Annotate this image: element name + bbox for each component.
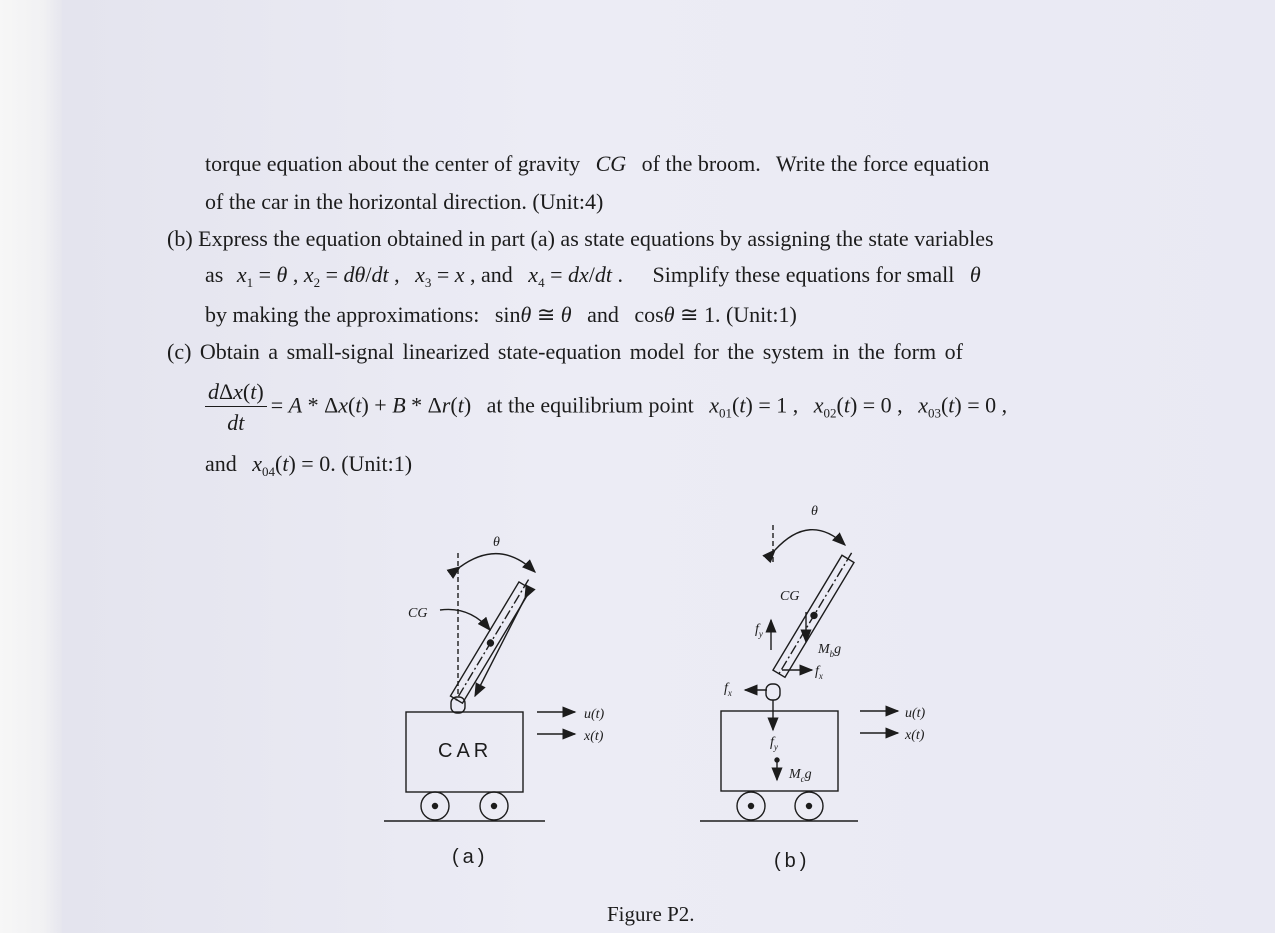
x-label-a: x(t) (584, 729, 604, 744)
text-span: . (Unit:1) (714, 302, 797, 327)
text-span: and (587, 302, 619, 327)
text-span: and (205, 451, 237, 476)
text-span: . (Unit:1) (330, 451, 413, 476)
theta-arc-a (460, 554, 535, 572)
fy-label-broom: $f_y$ (755, 622, 763, 639)
cg-label-b: CG (780, 589, 800, 604)
text-span: as (205, 262, 224, 287)
part-b-line-2: as $x_1 = \theta$ , $x_2 = d\theta/dt$ , $x_3 = x$ , and $x_4 = dx/dt$ . Simplify these equations for small θ (205, 262, 981, 290)
text-span: at the equilibrium point (486, 392, 694, 418)
theta-arc-b (775, 530, 845, 550)
part-c-text: Obtain a small-signal linearized state-equation model for the system in the form of (199, 339, 963, 364)
theta-label-b: θ (811, 504, 818, 519)
derivative-fraction: $\frac{\text{dΔx(t)}}{dt}$ (205, 378, 267, 437)
part-b-label: (b) (167, 226, 193, 251)
car-body-b (721, 711, 838, 791)
part-c-equation: $\frac{\text{dΔx(t)}}{dt}$ = A * Δx(t) + B * Δr(t) at the equilibrium point $x_{01}(t) = 1$ , $x_{02}(t) = 0$ , $x_{03}(t) = 0$ , (205, 378, 1007, 437)
subfigure-label-b: (b) (774, 850, 811, 872)
text-span: Write the force equation (775, 151, 990, 176)
subfigure-label-a: (a) (452, 846, 489, 868)
cg-symbol: CG (595, 151, 627, 176)
part-c-label: (c) (167, 339, 192, 364)
fx-label-car: $f_x$ (724, 681, 732, 698)
mcg-label: $M_cg$ (789, 767, 812, 784)
broom-a (449, 576, 535, 706)
pivot-a (451, 697, 465, 713)
figure-a (384, 553, 575, 821)
car-label: CAR (438, 740, 493, 762)
figure-caption: Figure P2. (607, 902, 695, 926)
text-line-2: of the car in the horizontal direction. (Unit:4) (205, 189, 604, 214)
theta-label-a: θ (493, 535, 500, 550)
mbg-label: $M_bg$ (818, 642, 842, 659)
u-label-b: u(t) (905, 706, 926, 721)
part-b-text: Express the equation obtained in part (a) as state equations by assigning the state variables (198, 226, 994, 251)
cg-label-a: CG (408, 606, 428, 621)
broom-b (772, 549, 858, 679)
pivot-b (766, 684, 780, 700)
cg-arrow-a (440, 609, 490, 630)
u-label-a: u(t) (584, 707, 605, 722)
text-span: by making the approximations: (205, 302, 480, 327)
fx-label-broom: $f_x$ (815, 664, 823, 681)
text-span: Simplify these equations for small (652, 262, 955, 287)
x-label-b: x(t) (905, 728, 925, 743)
part-c-line-3: and $x_{04}(t) = 0$. (Unit:1) (205, 451, 413, 479)
fy-label-car: $f_y$ (770, 735, 778, 752)
text-span: of the broom. (641, 151, 761, 176)
part-b-line-3: by making the approximations: sinθ ≅ θ and cosθ ≅ 1. (Unit:1) (205, 302, 797, 327)
text-span: torque equation about the center of gravity (205, 151, 581, 176)
